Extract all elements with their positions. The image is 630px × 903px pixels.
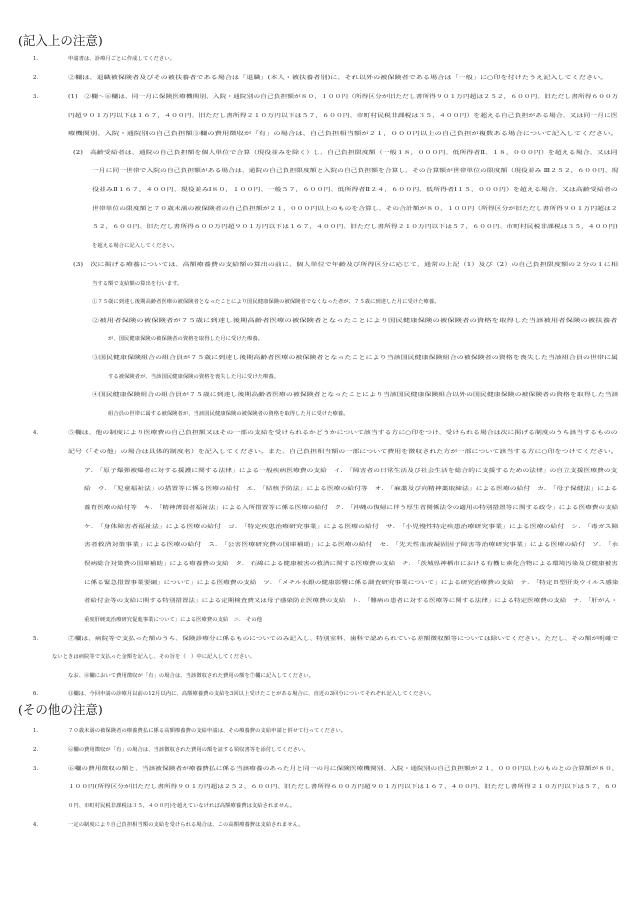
note-line: ⑤欄は、他の制度により医療費の自己負担額又はその一部の支給を受けられるかどうかについて該当する方に○印をつけ、受けられる場合は次に掲げる制度のうち該当するものの bbox=[68, 430, 618, 436]
note-line: 記号（「その他」の場合は具体的制度名）を記入してください。また、自己負担相当額の一部について費用を徴収された方が一部について該当する方に○印をつけてください。 bbox=[68, 449, 618, 455]
note-line: ケ. 「身体障害者福祉法」による医療の給付 コ. 「特定疾患治療研究事業」による医療の給付 サ. 「小児慢性特定疾患治療研究事業」による医療の給付 シ. 「毒ガス障 bbox=[84, 524, 619, 530]
note-line: ④国民健康保険組合の組合員が７５歳に到達し後期高齢者医療の被保険者となったことにより当該国民健康保険組合以外の国民健康保険の被保険者の資格を取得した当該 bbox=[92, 392, 619, 398]
note-line: 者給付金等の支給に関する特別措置法」による定期検査費又は母子感染防止医療費の支給 ト. 「難病の患者に対する医療等に関する法律」による特定医療費の支給 ナ. 「肝がん・ bbox=[84, 598, 618, 604]
note-line: 当する額で支給額の算出を行います。 bbox=[92, 281, 183, 287]
note-line: (3) 次に掲げる療養については、高額療養費の支給額の算出の前に、個人単位で年齢及び所得区分に応じて、通常の上記（1）及び（2）の自己負担限度額の２分の１に相 bbox=[73, 262, 618, 268]
note-line: に係る緊急措置事業要綱」について」による医療費の支給 ツ. 「メチル水銀の健康影響に係る調査研究事業について」による研究治療費の支給 テ. 「特定Ｂ型肝炎ウイルス感染 bbox=[84, 580, 619, 586]
item-number: 1. bbox=[33, 56, 39, 62]
note-line: 一月に同一世帯で入院の自己負担額がある場合は、通院の自己負担限度額と入院の自己負担額を合算し、その合算額が世帯単位の限度額（現役並み Ⅲ２５２，６００円、現 bbox=[92, 168, 619, 174]
note-line: 俣病総合対策費の国庫補助」による療養費の支給 タ. 石綿による健康被害の救済に関する医療費の支給 チ. 「茨城県神栖市における有機ヒ素化合物による環境汚染及び健康被害 bbox=[84, 561, 618, 567]
item-number: 4. bbox=[33, 430, 39, 436]
note-line: ⑥欄の費用徴収の額と、当該被保険者が療養費払に係る当該療養のあった月と同一の月に保険医療機関別、入院・通院別の自己負担額が２１，０００円以上のものとの合算額が８０， bbox=[68, 766, 619, 772]
note-line: 害者救済対策事業」による医療の給付 ス. 「公害医療研究費の国庫補助」による医療の給付 セ. 「先天性血液凝固因子障害等治療研究事業」による医療の給付 ソ. 「水 bbox=[84, 542, 619, 548]
item-number: 6. bbox=[33, 691, 39, 697]
note-line: (1) ②欄～⑥欄は、同一月に保険医療機関別、入院・通院別の自己負担額が８０，１００円（所得区分が旧ただし書所得９０１万円超は２５２，６００円、旧ただし書所得６００万 bbox=[68, 94, 619, 100]
item-number: 3. bbox=[33, 94, 39, 100]
note-line: (2) 高齢受給者は、通院の自己負担額を個人単位で合算（現役並みを除く）し、自己負担限度額（一般１８，０００円、低所得者Ⅱ、１８，０００円）を超える場合、又は同 bbox=[73, 150, 618, 156]
note-line: 一定の制度により自己負担相当額の支給を受けられる場合は、この高額療養費は支給されません。 bbox=[68, 822, 304, 828]
note-line: ５２，６００円、旧ただし書所得６００万円超９０１万円以下は１６７，４００円、旧ただし書所得２１０万円以下は５７，６００円、市町村民税非課税は３５，４００円) bbox=[92, 224, 618, 230]
note-line: ７０歳未満の被保険者の療養費払に係る高額療養費の支給申請は、その療養費の支給申請と併せて行ってください。 bbox=[68, 728, 347, 734]
note-line: 療機関別、入院・通院別の自己負担額③欄の費用徴収が「有」の場合は、自己負担相当額が２１，０００円以上の自己負担が複数ある場合について記入してください。 bbox=[68, 131, 618, 137]
note-line: なお、⑧欄において費用徴収が「有」の場合は、当該徴収された費用の額を⑦欄に記入してください。 bbox=[68, 673, 314, 679]
note-line: ⑥欄の費用徴収が「有」の場合は、当該徴収された費用の額を証する領収書等を添付してください。 bbox=[68, 747, 309, 753]
note-line: が、国民健康保険の被保険者の資格を取得した月に受けた療養。 bbox=[108, 336, 264, 342]
note-line: 重度肝硬変治療研究促進事業について」による医療費の支給 ニ. その他 bbox=[84, 617, 263, 623]
note-line: を超える場合に記入してください。 bbox=[92, 243, 178, 249]
heading-notes-other: (その他の注意) bbox=[18, 702, 103, 717]
note-line: ①７５歳に到達し後期高齢者医療の被保険者となったことにより国民健康保険の被保険者でなくなった者が、７５歳に到達した月に受けた療養。 bbox=[92, 299, 440, 305]
note-line: ア. 「原子爆弾被爆者に対する援護に関する法律」による一般疾病医療費の支給 イ. 「障害者の日常生活及び社会生活を総合的に支援するための法律」の自立支援医療費の支 bbox=[84, 468, 618, 474]
note-line: 組合員の世帯に属する被保険者が、当該国民健康保険の被保険者の資格を取得した月に受けた療養。 bbox=[108, 411, 349, 417]
note-line: 養育医療の給付等 キ. 「精神薄弱者福祉法」による入所措置等に係る医療の給付 ク. 「沖縄の復帰に伴う厚生省関係法令の適用の特別措置等に関する政令」による医療費の支給 bbox=[84, 505, 619, 511]
note-line: ないときは病院等で支払った金額を記入し、その旨を（ ）中に記入してください。 bbox=[52, 654, 256, 660]
note-line: 役並みⅡ１６７，４００円、現役並みⅠ８０，１００円、一般５７，６００円、低所得者Ⅱ２４，６００円、低所得者Ⅰ１５，０００円）を超える場合、又は高齢受給者の bbox=[92, 187, 618, 193]
note-line: 申請書は、診療月ごとに作成してください。 bbox=[68, 56, 175, 62]
note-line: 世帯単位の限度額と７０歳未満の被保険者の自己負担額が２１，０００円以上のものを合算し、その合計額が８０，１００円（所得区分が旧ただし書所得９０１万円超は２ bbox=[92, 206, 618, 212]
note-line: ⑦欄は、病院等で支払った額のうち、保険診療分に係るものについてのみ記入し、特別室料、歯科で認められている差額徴収額等については除いてください。ただし、その額が明確で bbox=[68, 636, 619, 642]
note-line: ０円、市町村民税非課税は３５，４００円)を超えていなければ高額療養費は支給されません。 bbox=[68, 803, 296, 809]
note-line: １００円(所得区分が旧ただし書所得９０１万円超は２５２，６００円、旧ただし書所得６００万円超９０１万円以下は１６７，４００円、旧ただし書所得２１０万円以下は５７，６０ bbox=[68, 784, 618, 790]
note-line: する被保険者が、当該国民健康保険の資格を喪失した月に受けた療養。 bbox=[108, 374, 280, 380]
item-number: 2. bbox=[33, 75, 39, 81]
item-number: 5. bbox=[33, 636, 39, 642]
note-line: ②欄は、退職被保険者及びその被扶養者である場合は「退職」(本人・被扶養者別)に、それ以外の被保険者である場合は「一般」に○印を付けたうえ記入してください。 bbox=[68, 75, 608, 81]
note-line: ③国民健康保険組合の組合員が７５歳に到達し後期高齢者医療の被保険者となったことにより当該国民健康保険組合の被保険者の資格を喪失した当該組合員の世帯に属 bbox=[92, 355, 619, 361]
note-line: ⑪欄は、今回申請の診療月以前の12月以内に、高額療養費の支給を3回以上受けたことがある場合に、直近の3回分についてそれぞれ記入してください。 bbox=[68, 691, 435, 697]
item-number: 3. bbox=[33, 766, 39, 772]
item-number: 2. bbox=[33, 747, 39, 753]
note-line: ②被用者保険の被保険者が７５歳に到達し後期高齢者医療の被保険者となったことにより国民健康保険の被保険者の資格を取得した当該被用者保険の被扶養者 bbox=[92, 318, 618, 324]
heading-notes-entry: (記入上の注意) bbox=[18, 33, 103, 48]
item-number: 4. bbox=[33, 822, 39, 828]
note-line: 給 ウ. 「児童福祉法」の措置等に係る医療の給付 エ. 「結核予防法」による医療の給付等 オ. 「麻薬及び向精神薬取締法」による医療の給付 カ. 「母子保健法」による bbox=[84, 486, 618, 492]
note-line: 円超９０１万円以下は１６７，４００円、旧ただし書所得２１０万円以下は５７，６００円、市町村民税非課税は３５，４００円）を超える自己負担がある場合、又は同一月に医 bbox=[68, 113, 618, 119]
item-number: 1. bbox=[33, 728, 39, 734]
